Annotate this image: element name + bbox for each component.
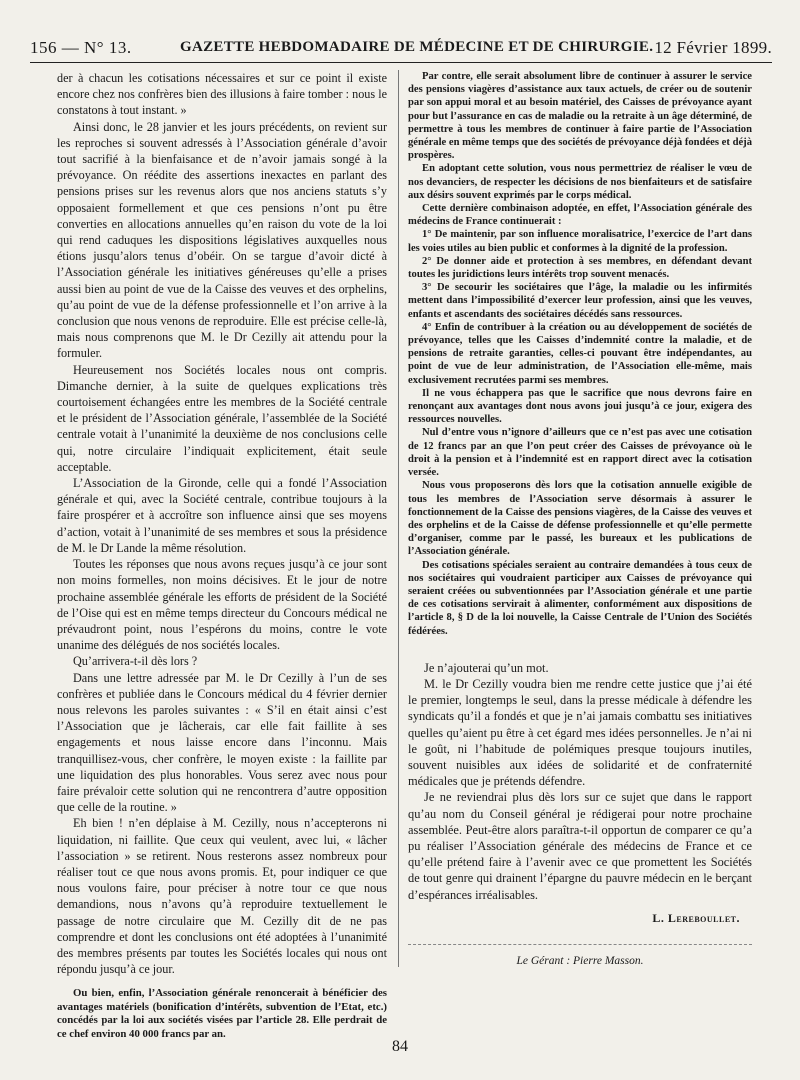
excerpt-paragraph: 1° De maintenir, par son influence moralisatrice, l’exercice de l’art dans les voies utiles au bien public et conformes à la dignité de la profession. (408, 229, 752, 254)
author-signature: L. Lereboullet. (652, 910, 740, 925)
excerpt-paragraph: 2° De donner aide et protection à ses membres, en défendant devant toutes les juridictions leurs intérêts trop souvent menacés. (408, 255, 752, 281)
paragraph: Ainsi donc, le 28 janvier et les jours précédents, on revient sur les reproches si souvent adressés à l’Association générale d’avoir tout sacrifié à la bienfaisance et de n’avoir jamais songé à la prévoyance. On réédite des assertions inexactes en parlant des pensions prises sur les revenus alors que nos anciens statuts s’y opposaient formellement et que ces pensions n’ont pu être converties en allocations annuelles qu’en raison du vote de la loi qui rend caduques les dispositions législatives auxquelles nous étions jusqu’alors tenus d’obéir. On se targue d’avoir dicté à l’Association générale les initiatives généreuses qu’elle a prises aussi bien au point de vue de la Caisse des veuves et des orphelins, qu’au point de vue de la défense professionnelle et l’on arrive à la conclusion que nous venons de reproduire. Elle est précise celle-là, mais nous comprenons que M. le Dr Cezilly ait attendu pour la formuler. (57, 119, 387, 361)
excerpt-paragraph: Nul d’entre vous n’ignore d’ailleurs que ce n’est pas avec une cotisation de 12 francs par an que l’on peut créer des Caisses de prévoyance où le droit à la pension et à l’indemnité est en rapport direct avec la cotisation versée. (408, 427, 752, 479)
paragraph: Je n’ajouterai qu’un mot. (424, 660, 549, 675)
paragraph: M. le Dr Cezilly voudra bien me rendre cette justice que j’ai été le premier, longtemps le seul, dans la presse médicale à défendre les syndicats qu’il a fondés et que je n’ai jamais combattu ses initiatives quelles qu’aient pu être à cet égard mes idées personnelles. Je n’ai ni le goût, ni l’habitude de polémiques presque toujours inutiles, souvent nuisibles aux idées de solidarité et de confraternité médicales que je prétends défendre. (408, 676, 752, 789)
paragraph: Je ne reviendrai plus dès lors sur ce sujet que dans le rapport qu’au nom du Conseil général je rédigerai pour notre prochaine assemblée. Peut-être alors paraîtra-t-il opportun de comparer ce qu’a pu réaliser l’Association générale des médecins de France et ce qu’elle prétend faire à l’avenir avec ce que promettent les Sociétés de tout genre qui drainent l’épargne du pauvre médecin en le berçant d’espérances irréalisables. (408, 790, 752, 902)
excerpt-paragraph: Par contre, elle serait absolument libre de continuer à assurer le service des pensions viagères d’assistance aux taux actuels, de créer ou de soutenir par son appui moral et au besoin matériel, des Caisses de prévoyance ayant pour but l’assurance en cas de maladie ou la retraite à un âge déterminé, de permettre à tous les membres de continuer à faire partie de l’Association générale en même temps que des sociétés de prévoyance déjà fondées et déjà prospères. (408, 71, 752, 162)
paragraph: Eh bien ! n’en déplaise à M. Cezilly, nous n’accepterons ni liquidation, ni faillite. Que ceux qui veulent, avec lui, « lâcher l’association » se retirent. Nous resterons assez nombreux pour réaliser tout ce que nous avons promis. Et, pour indiquer ce que nous voulons faire, pour préciser à notre tour ce que nous demandions, nous n’avons qu’à reproduire textuellement le passage de notre circulaire que M. Cezilly dit de ne pas comprendre et dont les conclusions ont été adoptées à l’unanimité des membres présents par toutes les Sociétés locales qui nous ont répondu jusqu’à ce jour. (57, 816, 387, 977)
excerpt-paragraph: 3° De secourir les sociétaires que l’âge, la maladie ou les infirmités mettent dans l’impossibilité d’exercer leur profession, ainsi que les veuves, enfants et ascendants des sociétaires décédés sans ressources. (408, 282, 752, 320)
excerpt-paragraph: Nous vous proposerons dès lors que la cotisation annuelle exigible de tous les membres de l’Association serve désormais à assurer le fonctionnement de la Caisse des pensions viagères, de la Caisse des veuves et des orphelins et de la Caisse de défense professionnelle et qu’elle permette d’organiser, comme par le passé, les bureaux et les publications de l’Association générale. (408, 480, 752, 558)
left-column (57, 70, 387, 1041)
excerpt-paragraph: Il ne vous échappera pas que le sacrifice que nous devrons faire en renonçant aux avantages dont nous avons joui jusqu’à ce jour, exigera des ressources nouvelles. (408, 387, 752, 426)
divider (408, 944, 752, 945)
page-and-issue-number: 156 — N° 13. (30, 38, 132, 57)
circular-excerpt (57, 987, 387, 1041)
journal-title: GAZETTE HEBDOMADAIRE DE MÉDECINE ET DE CHIRURGIE. (180, 39, 654, 55)
paragraph: L’Association de la Gironde, celle qui a fondé l’Association générale et qui, avec la Société centrale, contribue toujours à la faire prospérer et à accroître son influence ainsi que ses moyens d’action, votait à l’unanimité de ses membres et sous la présidence de M. le Dr Lande la même résolution. (57, 476, 387, 555)
paragraph: Dans une lettre adressée par M. le Dr Cezilly à l’un de ses confrères et publiée dans le Concours médical du 4 février dernier nous relevons les paroles suivantes : « S’il en était ainsi c’est l’Association que je lâcherais, car elle fait faillite à ses engagements et nous laisse encore dans l’inconnu. Mais tranquillisez-vous, cher confrère, le moyen existe : la faillite par une liquidation des plus honorables. Vous serez avec nous pour faire prévaloir cette solution qui ne rencontrera d’autre opposition que celle de la routine. » (57, 670, 387, 815)
page-header (30, 36, 772, 63)
issue-date: 12 Février 1899. (654, 38, 772, 57)
gerant-line: Le Gérant : Pierre Masson. (516, 954, 644, 967)
excerpt-paragraph: Des cotisations spéciales seraient au contraire demandées à tous ceux de nos sociétaires qui voudraient participer aux Caisses de prévoyance qui seraient créées ou subventionnées par l’Association générale et une partie de ces cotisations servirait à alimenter, conformément aux dispositions de l’article 8, § D de la loi nouvelle, la Caisse Centrale de l’Union des Sociétés fédérées. (408, 559, 752, 637)
closing-text (408, 660, 752, 903)
excerpt-paragraph: En adoptant cette solution, vous nous permettriez de réaliser le vœu de nos devanciers, de respecter les décisions de nos bienfaiteurs et de satisfaire aux désirs souvent exprimés par le corps médical. (408, 163, 752, 201)
excerpt-paragraph: Ou bien, enfin, l’Association générale renoncerait à bénéficier des avantages matériels (bonification d’intérêts, subvention de l’Etat, etc.) concédés par la loi aux sociétés visées par l’article 28. Elle perdrait de ce chef environ 40 000 francs par an. (57, 987, 387, 1040)
circular-excerpt-continued (408, 70, 752, 638)
paragraph: Qu’arrivera-t-il dès lors ? (73, 654, 198, 669)
excerpt-paragraph: Cette dernière combinaison adoptée, en effet, l’Association générale des médecins de France continuerait : (408, 203, 752, 228)
paragraph: der à chacun les cotisations nécessaires et sur ce point il existe encore chez nos confrères bien des illusions à faire tomber : nous le constatons à tout instant. » (57, 71, 387, 118)
paragraph: Heureusement nos Sociétés locales nous ont compris. Dimanche dernier, à la suite de quelques explications très courtoisement échangées entre les membres de la Société centrale et le président de l’Association générale, l’assemblée de la Société centrale votait à l’unanimité la deuxième de nos conclusions celle qui, notre circulaire l’indiquait explicitement, était seule acceptable. (57, 362, 387, 474)
right-column (398, 70, 752, 967)
excerpt-paragraph: 4° Enfin de contribuer à la création ou au développement de sociétés de prévoyance, telles que les Caisses d’indemnité contre la maladie, et de pensions de retraite garanties, celles-ci pouvant être indépendantes, au point de vue de leur administration, de l’Association elle-même, mais exclusivement recrutées parmi ses membres. (408, 321, 752, 386)
page-number: 84 (392, 1038, 408, 1055)
paragraph: Toutes les réponses que nous avons reçues jusqu’à ce jour sont non moins formelles, non moins décisives. Et le jour de notre prochaine assemblée générale les efforts de président de la Société de l’Oise qui est en même temps directeur du Concours médical ne prévaudront point, nous l’espérons du moins, contre le vote unanime des délégués de nos sociétés locales. (57, 557, 387, 653)
